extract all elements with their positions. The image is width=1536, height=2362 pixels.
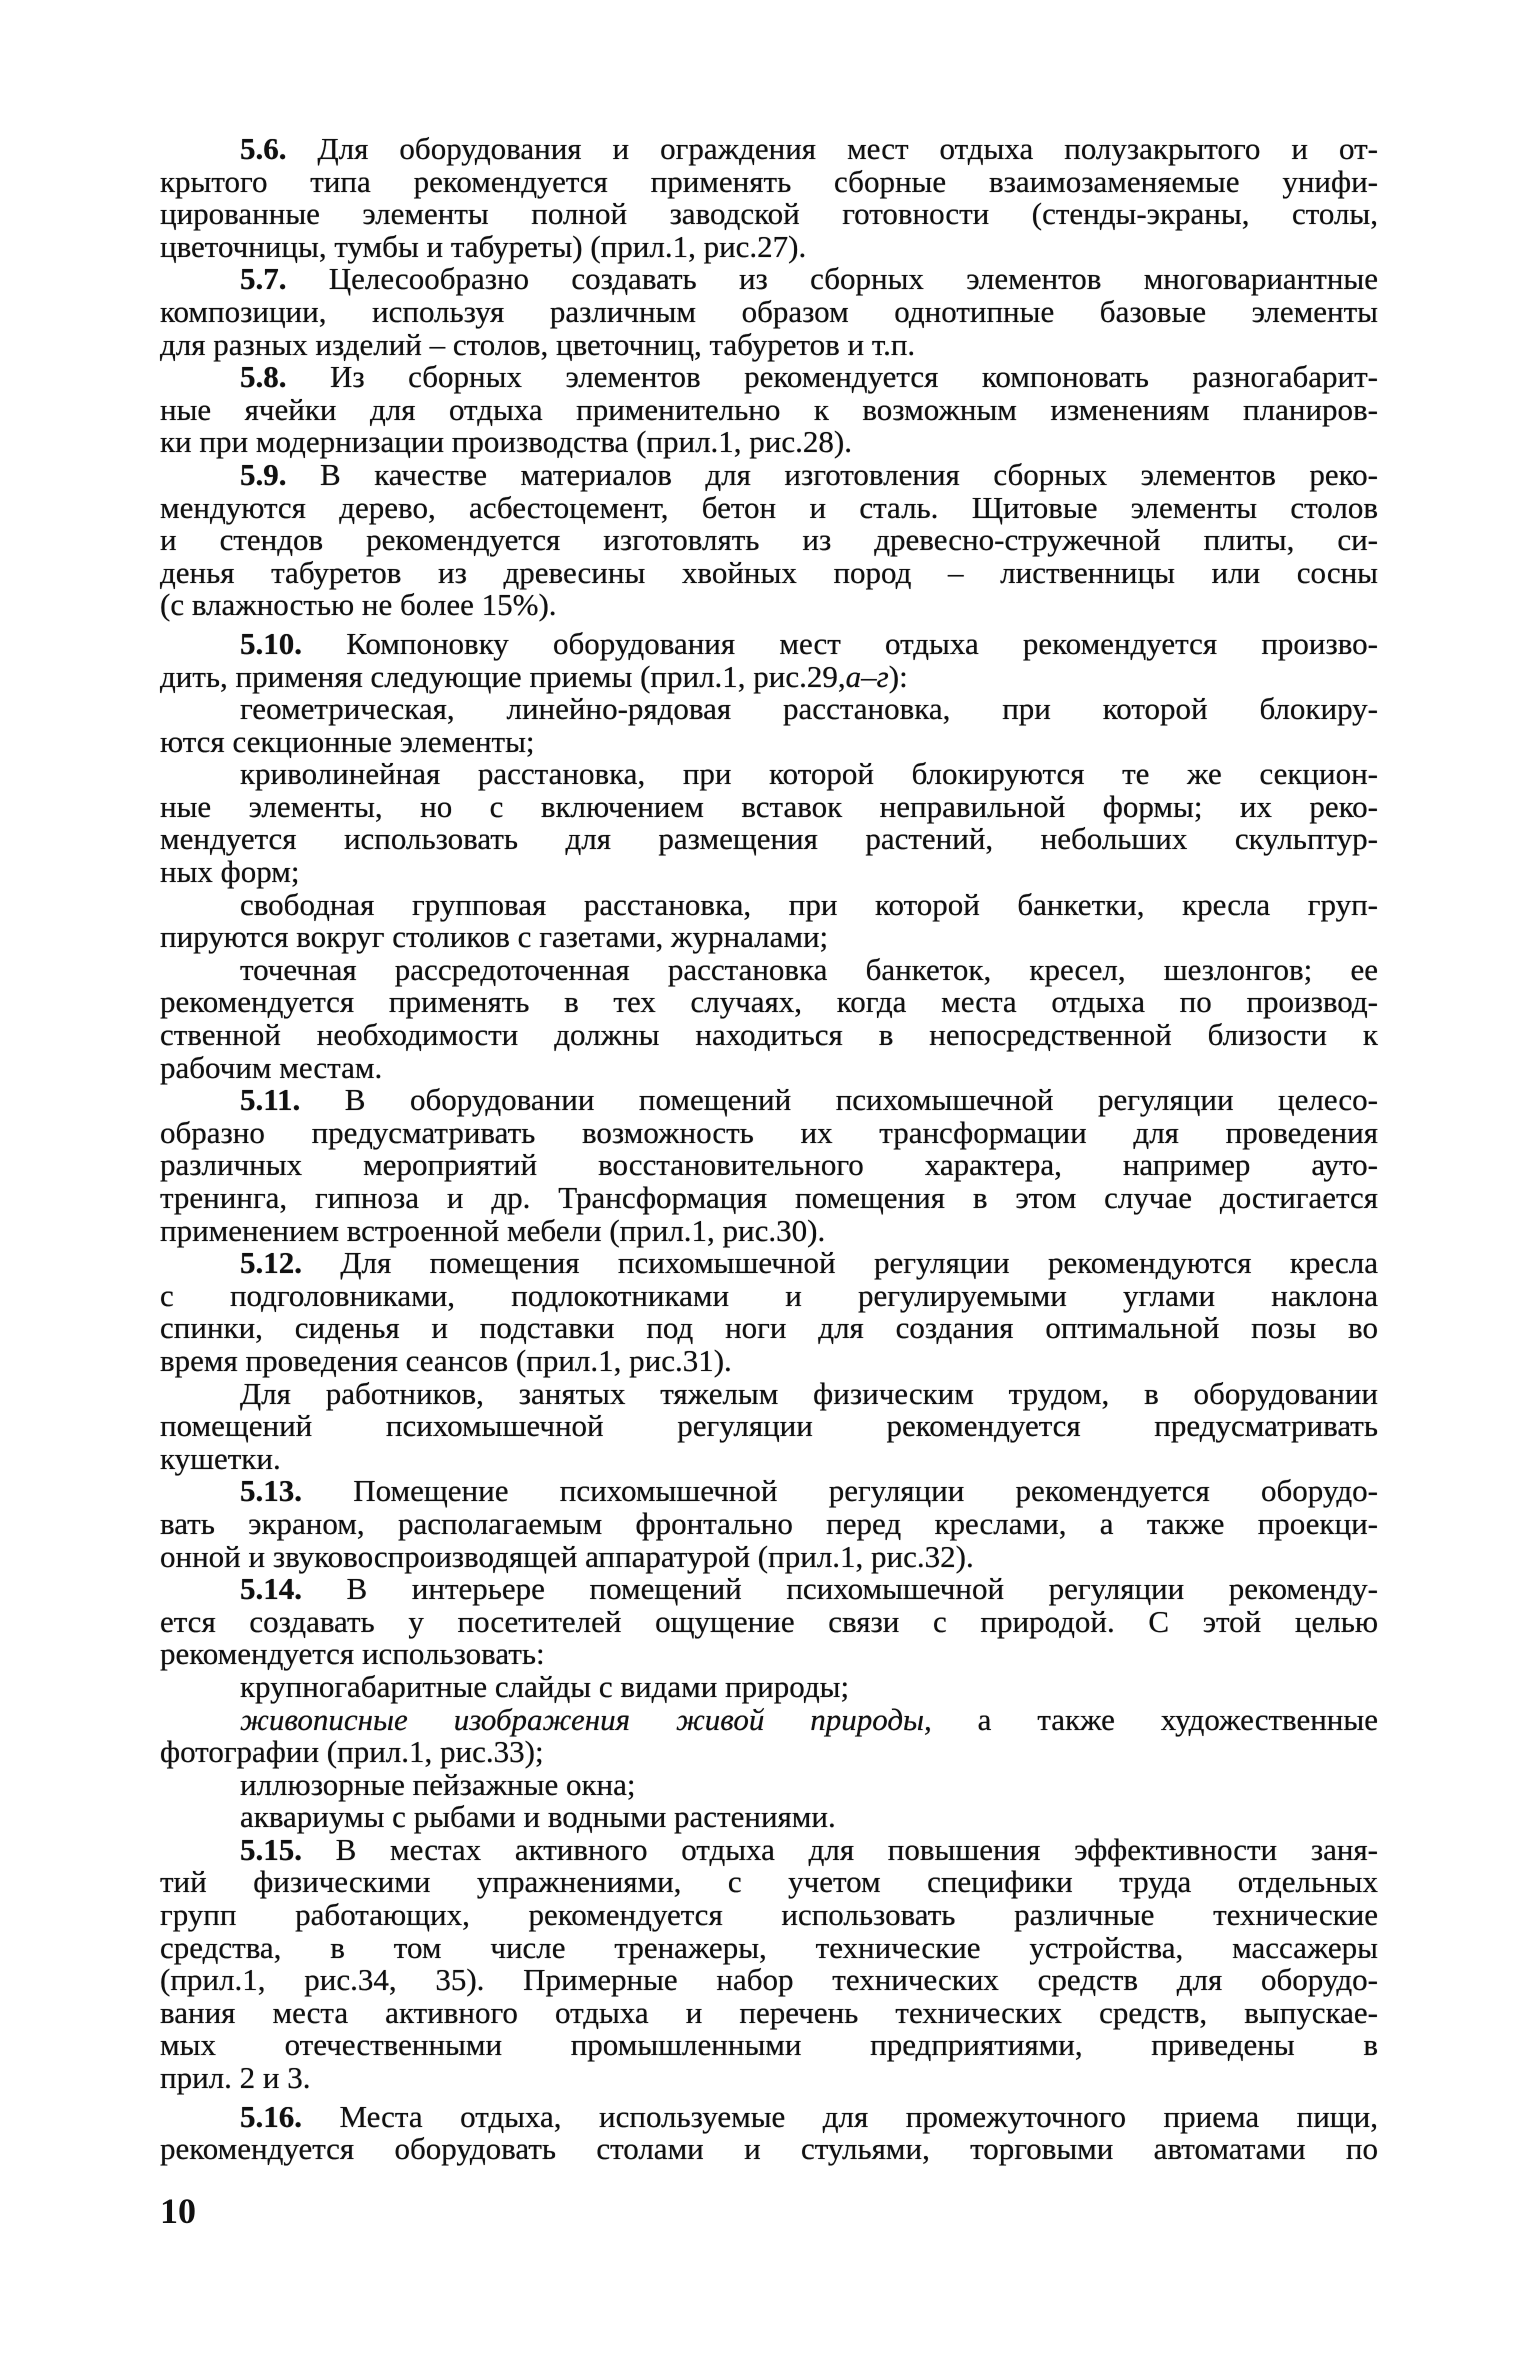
section-number: 5.9. bbox=[240, 456, 287, 492]
text-run: дить, применяя следующие приемы (прил.1, рис.29, bbox=[160, 658, 846, 694]
text-line bbox=[160, 1182, 1378, 1215]
text-run: Для оборудования и ограждения мест отдыха полузакрытого и от- bbox=[286, 131, 1378, 166]
text-line bbox=[160, 1149, 1378, 1182]
text-line bbox=[160, 2029, 1378, 2062]
text-line bbox=[160, 1801, 1378, 1834]
section-number: 5.10. bbox=[240, 625, 302, 661]
section-number: 5.15. bbox=[240, 1831, 302, 1867]
text-line bbox=[160, 2098, 1378, 2134]
text-line bbox=[160, 293, 1378, 329]
text-line bbox=[160, 1049, 1378, 1085]
text-line bbox=[160, 788, 1378, 824]
text-run: аквариумы с рыбами и водными растениями. bbox=[240, 1799, 836, 1835]
text-run: тренинга, гипноза и др. Трансформация помещения в этом случае достигается bbox=[160, 1180, 1378, 1215]
text-run: вания места активного отдыха и перечень технических средств, выпускае- bbox=[160, 1994, 1378, 2030]
text-line bbox=[160, 625, 1378, 661]
text-line bbox=[160, 326, 1378, 362]
text-line bbox=[160, 658, 1378, 694]
text-run: ных форм; bbox=[160, 854, 300, 890]
text-run: Компоновку оборудования мест отдыха рекомендуется произво- bbox=[302, 625, 1378, 661]
text-line bbox=[160, 1019, 1378, 1052]
text-run: живописные изображения живой природы, bbox=[240, 1701, 932, 1737]
text-run: точечная рассредоточенная расстановка банкеток, кресел, шезлонгов; ее bbox=[240, 951, 1378, 987]
section-number: 5.11. bbox=[240, 1082, 301, 1118]
text-run: время проведения сеансов (прил.1, рис.31). bbox=[160, 1342, 732, 1378]
document-body bbox=[160, 133, 1378, 2166]
text-run: композиции, используя различным образом однотипные базовые элементы bbox=[160, 293, 1378, 329]
text-line bbox=[160, 1247, 1378, 1280]
text-run: рабочим местам. bbox=[160, 1049, 383, 1085]
text-run: Для помещения психомышечной регуляции рекомендуются кресла bbox=[302, 1245, 1378, 1281]
text-line bbox=[160, 228, 1378, 264]
text-line bbox=[160, 823, 1378, 856]
text-run: ются секционные элементы; bbox=[160, 723, 535, 759]
text-run: цветочницы, тумбы и табуреты) (прил.1, рис.27). bbox=[160, 228, 807, 264]
text-run: денья табуретов из древесины хвойных пород – лиственницы или сосны bbox=[160, 554, 1378, 590]
text-run: с подголовниками, подлокотниками и регулируемыми углами наклона bbox=[160, 1277, 1378, 1313]
text-run: Целесообразно создавать из сборных элементов многовариантные bbox=[286, 261, 1378, 297]
text-line bbox=[160, 426, 1378, 459]
text-line bbox=[160, 554, 1378, 590]
text-line bbox=[160, 1440, 1378, 1476]
text-line bbox=[160, 1929, 1378, 1965]
text-run: вать экраном, располагаемым фронтально перед креслами, а также проекци- bbox=[160, 1505, 1378, 1541]
text-line bbox=[160, 456, 1378, 492]
text-run: ные ячейки для отдыха применительно к возможным изменениям планиров- bbox=[160, 391, 1378, 427]
text-run: Для работников, занятых тяжелым физическим трудом, в оборудовании bbox=[240, 1375, 1378, 1411]
text-run: (прил.1, рис.34, 35). Примерные набор технических средств для оборудо- bbox=[160, 1962, 1378, 1998]
text-run: Помещение психомышечной регуляции рекомендуется оборудо- bbox=[302, 1473, 1378, 1509]
text-run: рекомендуется применять в тех случаях, когда места отдыха по производ- bbox=[160, 984, 1378, 1020]
text-run: пируются вокруг столиков с газетами, журналами; bbox=[160, 919, 829, 955]
text-run: иллюзорные пейзажные окна; bbox=[240, 1766, 636, 1802]
text-run: для разных изделий – столов, цветочниц, табуретов и т.п. bbox=[160, 326, 916, 362]
text-line bbox=[160, 589, 1378, 622]
text-line bbox=[160, 1866, 1378, 1899]
text-line bbox=[160, 758, 1378, 791]
text-line bbox=[160, 1994, 1378, 2030]
section-number: 5.16. bbox=[240, 2098, 302, 2134]
text-line bbox=[160, 1277, 1378, 1313]
text-line bbox=[160, 1701, 1378, 1737]
text-line bbox=[160, 1475, 1378, 1508]
text-line bbox=[160, 1114, 1378, 1150]
text-run: мендуются дерево, асбестоцемент, бетон и сталь. Щитовые элементы столов bbox=[160, 489, 1378, 525]
text-line bbox=[160, 1312, 1378, 1345]
text-line bbox=[160, 1668, 1378, 1704]
text-run: Места отдыха, используемые для промежуточного приема пищи, bbox=[302, 2098, 1378, 2134]
text-run: фотографии (прил.1, рис.33); bbox=[160, 1734, 544, 1770]
text-run: спинки, сиденья и подставки под ноги для создания оптимальной позы во bbox=[160, 1310, 1378, 1346]
section-number: 5.7. bbox=[240, 261, 287, 297]
text-line bbox=[160, 1736, 1378, 1769]
text-run: рекомендуется использовать: bbox=[160, 1636, 545, 1672]
text-run: средства, в том числе тренажеры, технические устройства, массажеры bbox=[160, 1929, 1378, 1965]
text-line bbox=[160, 1342, 1378, 1378]
text-run: В оборудовании помещений психомышечной регуляции целесо- bbox=[300, 1082, 1378, 1118]
text-run: ственной необходимости должны находиться в непосредственной близости к bbox=[160, 1017, 1378, 1053]
section-number: 5.14. bbox=[240, 1571, 302, 1607]
text-line bbox=[160, 723, 1378, 759]
section-number: 5.8. bbox=[240, 359, 287, 395]
text-run: помещений психомышечной регуляции рекомендуется предусматривать bbox=[160, 1408, 1378, 1444]
text-run: ные элементы, но с включением вставок неправильной формы; их реко- bbox=[160, 788, 1378, 824]
text-run: мых отечественными промышленными предприятиями, приведены в bbox=[160, 2027, 1378, 2063]
text-line bbox=[160, 986, 1378, 1019]
section-number: 5.12. bbox=[240, 1245, 302, 1281]
text-line bbox=[160, 1538, 1378, 1574]
text-line bbox=[160, 1638, 1378, 1671]
text-line bbox=[160, 1410, 1378, 1443]
text-run: и стендов рекомендуется изготовлять из древесно-стружечной плиты, си- bbox=[160, 522, 1378, 558]
text-line bbox=[160, 1831, 1378, 1867]
text-run: ется создавать у посетителей ощущение связи с природой. С этой целью bbox=[160, 1603, 1378, 1639]
text-line bbox=[160, 921, 1378, 954]
text-line bbox=[160, 1212, 1378, 1248]
text-line bbox=[160, 951, 1378, 987]
text-line bbox=[160, 886, 1378, 922]
text-line bbox=[160, 2062, 1378, 2095]
text-line bbox=[160, 856, 1378, 889]
text-run: прил. 2 и 3. bbox=[160, 2060, 311, 2096]
text-line bbox=[160, 391, 1378, 427]
text-line bbox=[160, 1505, 1378, 1541]
text-run: крупногабаритные слайды с видами природы; bbox=[240, 1668, 850, 1704]
text-run: В местах активного отдыха для повышения эффективности заня- bbox=[302, 1831, 1378, 1867]
text-line bbox=[160, 1573, 1378, 1606]
text-run: онной и звуковоспроизводящей аппаратурой (прил.1, рис.32). bbox=[160, 1538, 974, 1574]
text-run: крытого типа рекомендуется применять сборные взаимозаменяемые унифи- bbox=[160, 163, 1378, 199]
text-line bbox=[160, 163, 1378, 199]
text-run: различных мероприятий восстановительного характера, например ауто- bbox=[160, 1147, 1378, 1183]
text-run: геометрическая, линейно-рядовая расстановка, при которой блокиру- bbox=[240, 691, 1378, 727]
page-number: 10 bbox=[160, 2191, 196, 2231]
text-line bbox=[160, 524, 1378, 557]
text-line bbox=[160, 2133, 1378, 2166]
text-run: (с влажностью не более 15%). bbox=[160, 587, 557, 623]
text-run: ): bbox=[888, 658, 908, 694]
text-line bbox=[160, 693, 1378, 726]
text-line bbox=[160, 1964, 1378, 1997]
text-run: В интерьере помещений психомышечной регуляции рекоменду- bbox=[302, 1571, 1378, 1607]
text-run: ки при модернизации производства (прил.1, рис.28). bbox=[160, 424, 852, 460]
text-run: В качестве материалов для изготовления сборных элементов реко- bbox=[286, 456, 1378, 492]
text-run: рекомендуется оборудовать столами и стульями, торговыми автоматами по bbox=[160, 2131, 1378, 2167]
text-run: а–г bbox=[845, 658, 889, 694]
text-run: свободная групповая расстановка, при которой банкетки, кресла груп- bbox=[240, 886, 1378, 922]
text-line bbox=[160, 361, 1378, 394]
text-line bbox=[160, 1766, 1378, 1802]
text-line bbox=[160, 198, 1378, 231]
text-run: мендуется использовать для размещения растений, небольших скульптур- bbox=[160, 821, 1378, 857]
text-run: криволинейная расстановка, при которой блокируются те же секцион- bbox=[240, 756, 1378, 792]
text-line bbox=[160, 1899, 1378, 1932]
section-number: 5.6. bbox=[240, 131, 287, 166]
section-number: 5.13. bbox=[240, 1473, 302, 1509]
text-line bbox=[160, 263, 1378, 296]
text-run: цированные элементы полной заводской готовности (стенды-экраны, столы, bbox=[160, 196, 1378, 232]
text-run: кушетки. bbox=[160, 1440, 281, 1476]
text-line bbox=[160, 1375, 1378, 1411]
text-run: тий физическими упражнениями, с учетом специфики труда отдельных bbox=[160, 1864, 1378, 1900]
text-run: Из сборных элементов рекомендуется компоновать разногабарит- bbox=[286, 359, 1378, 395]
text-run: применением встроенной мебели (прил.1, рис.30). bbox=[160, 1212, 826, 1248]
text-run: а также художественные bbox=[931, 1701, 1378, 1737]
text-line bbox=[160, 133, 1378, 166]
text-line bbox=[160, 1603, 1378, 1639]
text-line bbox=[160, 489, 1378, 525]
text-run: образно предусматривать возможность их трансформации для проведения bbox=[160, 1114, 1378, 1150]
text-run: групп работающих, рекомендуется использовать различные технические bbox=[160, 1897, 1378, 1933]
text-line bbox=[160, 1084, 1378, 1117]
